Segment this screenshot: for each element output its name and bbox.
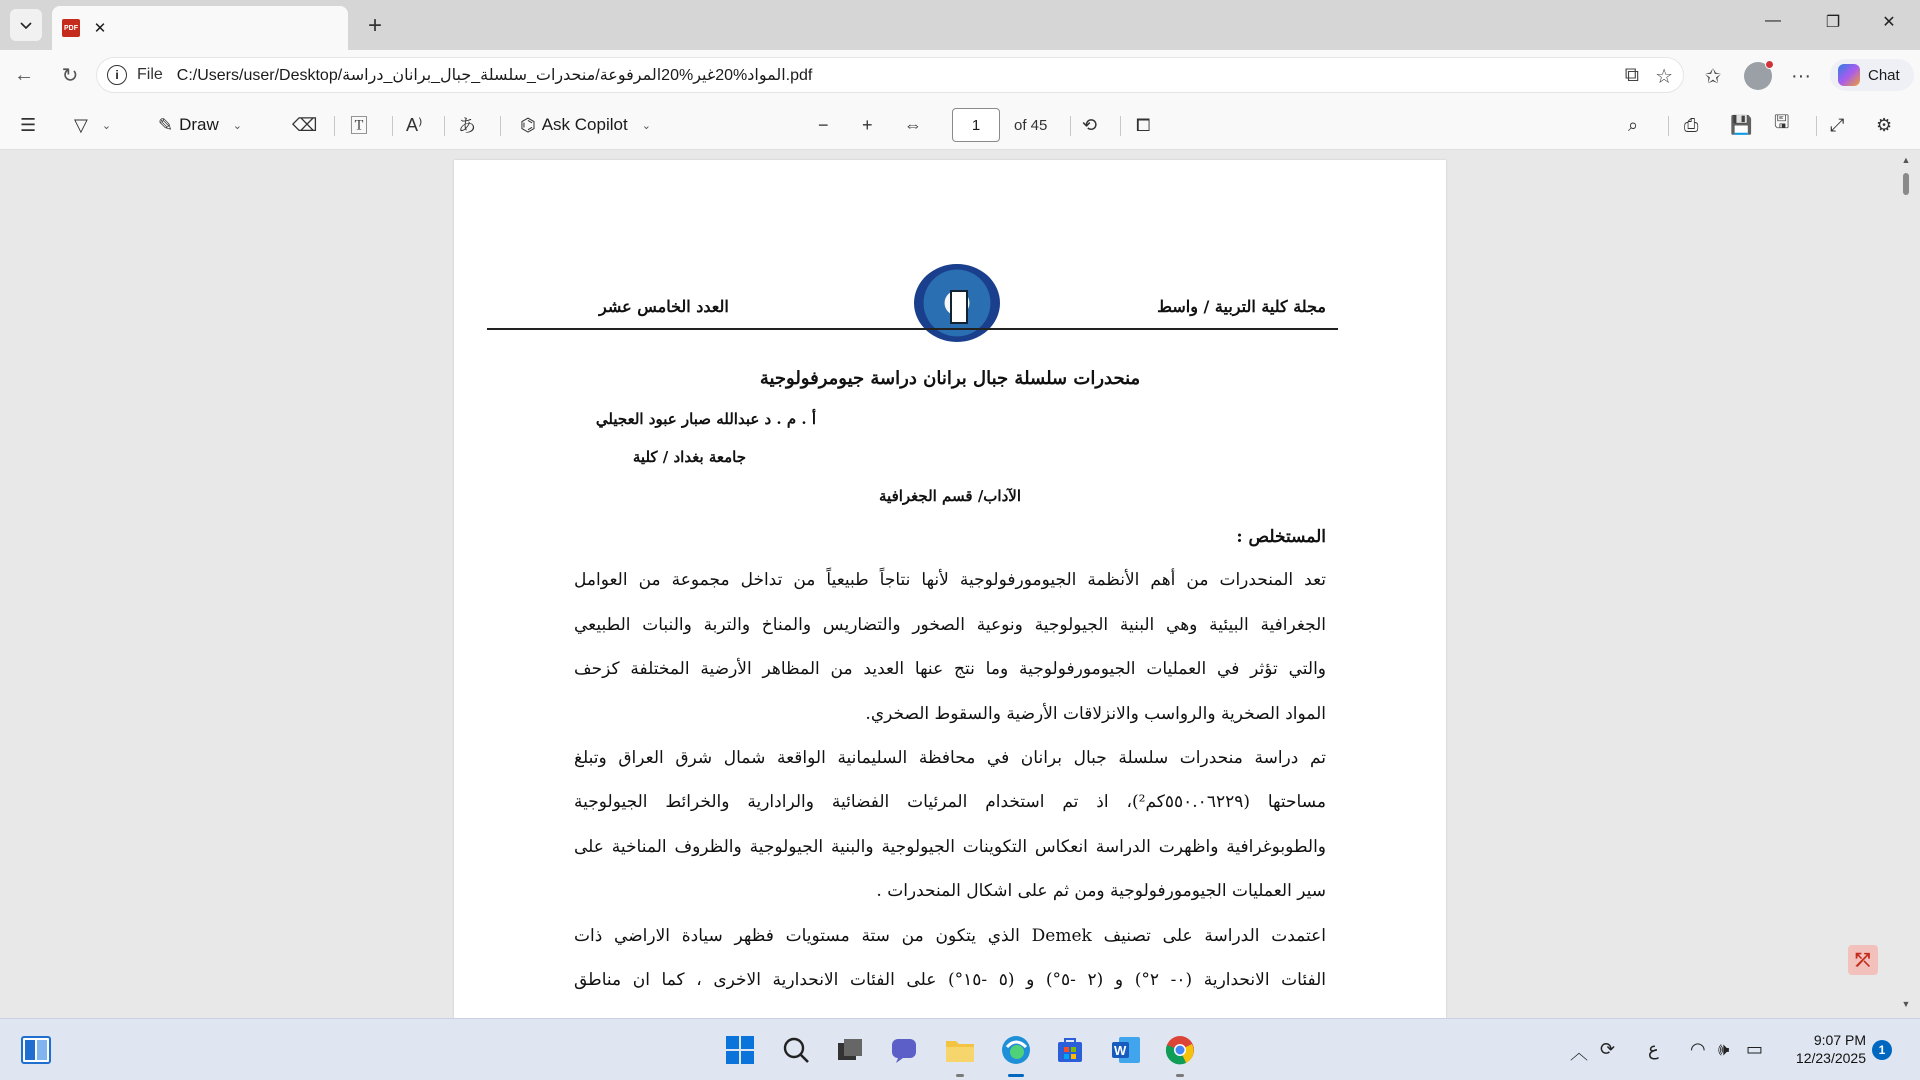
windows-start-icon[interactable] (724, 1034, 756, 1066)
toolbar-divider (1668, 116, 1669, 136)
chat-label: Chat (1868, 66, 1900, 84)
toolbar-divider (1070, 116, 1071, 136)
search-icon[interactable] (780, 1034, 812, 1066)
clock-date: 12/23/2025 (1795, 1050, 1866, 1066)
journal-logo-icon (914, 264, 1000, 342)
save-as-icon[interactable]: 🖫 (1774, 112, 1790, 132)
copilot-chat-button[interactable] (1830, 59, 1914, 91)
browser-toolbar (0, 50, 1920, 100)
abstract-line: والطوبوغرافية واظهرت الدراسة انعكاس التكوينات الجيولوجية والبنية الجيولوجية والظروف المناخية على (574, 837, 1326, 857)
abstract-line: تم دراسة منحدرات سلسلة جبال برانان في محافظة السليمانية الواقعة شمال شرق العراق وتبلغ (574, 748, 1326, 768)
site-info-icon[interactable]: i (107, 65, 127, 85)
notification-badge[interactable]: 1 (1872, 1040, 1892, 1060)
address-bar[interactable] (96, 57, 1684, 93)
fit-width-icon[interactable]: ⇔ (904, 114, 922, 135)
browser-tab[interactable] (52, 6, 348, 50)
widgets-icon[interactable] (20, 1034, 52, 1066)
tab-close-icon[interactable]: ✕ (93, 20, 107, 37)
chevron-down-icon (19, 18, 33, 32)
add-text-icon[interactable]: 🅃 (350, 116, 368, 136)
svg-text:W: W (1114, 1043, 1127, 1058)
contents-list-icon[interactable]: ☰ (20, 114, 37, 135)
abstract-line: الفئات الانحدارية (٠- ٢°) و (٢ -٥°) و (٥ -١٥°) على الفئات الانحدارية الاخرى ، كما ان مناطق (574, 970, 1326, 990)
affiliation-line-1: جامعة بغداد / كلية (632, 448, 746, 466)
scroll-up-arrow-icon[interactable]: ▲ (1901, 155, 1911, 165)
pdf-file-icon: PDF (62, 19, 80, 37)
toolbar-divider (500, 116, 501, 136)
ask-copilot-label: Ask Copilot (541, 115, 628, 134)
copilot-outline-icon: ⌬ (520, 114, 536, 135)
acrobat-icon[interactable]: ⤱ (1848, 945, 1878, 975)
edge-browser-icon[interactable] (1000, 1034, 1032, 1066)
toolbar-divider (1816, 116, 1817, 136)
url-scheme: File (137, 66, 163, 83)
clock-time: 9:07 PM (1813, 1032, 1866, 1048)
toolbar-divider (334, 116, 335, 136)
pen-icon: ✎ (158, 114, 174, 135)
file-explorer-icon[interactable] (944, 1034, 976, 1066)
zoom-out-icon[interactable]: − (818, 114, 829, 135)
pdf-page (454, 160, 1446, 1030)
rotate-icon[interactable]: ⟲ (1082, 114, 1098, 135)
battery-icon[interactable]: ▭ (1746, 1039, 1764, 1059)
teams-chat-icon[interactable] (888, 1034, 920, 1066)
toolbar-divider (392, 116, 393, 136)
affiliation-line-2: الآداب/ قسم الجغرافية (879, 487, 1021, 505)
profile-alert-dot (1765, 60, 1774, 69)
zoom-in-icon[interactable]: + (862, 114, 873, 135)
eraser-icon[interactable]: ⌫ (292, 114, 318, 135)
chevron-down-icon: ⌄ (232, 119, 242, 132)
abstract-line: تعد المنحدرات من أهم الأنظمة الجيومورفولوجية لأنها نتاجاً طبيعياً من تداخل مجموعة من العوامل (574, 570, 1326, 590)
header-divider (487, 328, 1338, 330)
search-icon[interactable]: ⌕ (1628, 114, 1639, 135)
back-arrow-icon[interactable]: ← (14, 63, 34, 86)
settings-gear-icon[interactable]: ⚙ (1876, 114, 1893, 135)
page-view-icon[interactable]: ⧠ (1136, 114, 1151, 135)
chrome-icon[interactable] (1164, 1034, 1196, 1066)
read-aloud-icon[interactable]: A⁾ (406, 114, 423, 135)
read-aloud-icon[interactable]: ⧉ (1624, 64, 1640, 86)
highlight-button[interactable] (74, 112, 111, 138)
vertical-scrollbar[interactable] (1900, 151, 1912, 1018)
abstract-heading: المستخلص : (1236, 527, 1326, 547)
abstract-line: والتي تؤثر في العمليات الجيومورفولوجية وما نتج عنها العديد من المظاهر الأرضية المختلفة كزحف (574, 659, 1326, 679)
volume-icon[interactable]: 🕪 (1718, 1039, 1730, 1059)
fullscreen-icon[interactable]: ⤢ (1830, 114, 1845, 135)
issue-number: العدد الخامس عشر (599, 297, 729, 316)
chevron-down-icon: ⌄ (641, 119, 651, 132)
scroll-thumb[interactable] (1903, 173, 1909, 195)
microsoft-store-icon[interactable] (1054, 1034, 1086, 1066)
author-name: أ . م . د عبدالله صبار عبود العجيلي (595, 410, 816, 428)
taskbar (0, 1018, 1920, 1080)
profile-avatar[interactable] (1744, 62, 1772, 90)
save-icon[interactable]: 💾 (1730, 114, 1753, 135)
favorite-star-icon[interactable]: ☆ (1655, 66, 1673, 88)
tab-actions-menu-button[interactable] (10, 9, 42, 41)
new-tab-button[interactable]: + (367, 12, 382, 39)
ask-copilot-button[interactable] (520, 112, 651, 138)
highlighter-icon: ▽ (74, 114, 88, 135)
translate-icon[interactable]: あ (458, 116, 476, 136)
task-view-icon[interactable] (834, 1034, 866, 1066)
toolbar-divider (444, 116, 445, 136)
abstract-line: سير العمليات الجيومورفولوجية ومن ثم على اشكال المنحدرات . (876, 881, 1326, 901)
paper-title: منحدرات سلسلة جبال برانان دراسة جيومرفولوجية (759, 368, 1141, 389)
tab-strip (0, 0, 1920, 50)
abstract-line: اعتمدت الدراسة على تصنيف Demek الذي يتكون من ستة مستويات فظهر سيادة الاراضي ذات (574, 926, 1326, 946)
maximize-button[interactable]: ❐ (1825, 14, 1841, 31)
draw-button[interactable] (158, 112, 242, 138)
draw-label: Draw (179, 115, 219, 134)
url-text[interactable]: C:/Users/user/Desktop/المواد%20غير%20المرفوعة/منحدرات_سلسلة_جبال_برانان_دراسة.pdf (176, 67, 813, 84)
copilot-icon (1838, 64, 1860, 86)
abstract-line: مساحتها (٥٥٠.٠٦٢٢٩كم²)، اذ تم استخدام المرئيات الفضائية والرادارية والخرائط الجيولوجية (574, 792, 1326, 812)
page-number-input[interactable]: 1 (952, 108, 1000, 142)
more-options-icon[interactable]: ··· (1791, 64, 1811, 87)
abstract-line: الجغرافية البيئية وهي البنية الجيولوجية ونوعية الصخور والتضاريس والمناخ والتربة والنبات الطبيعي (574, 615, 1326, 635)
pdf-toolbar (0, 100, 1920, 150)
minimize-button[interactable]: — (1765, 12, 1781, 29)
toolbar-divider (1120, 116, 1121, 136)
scroll-down-arrow-icon[interactable]: ▼ (1901, 999, 1911, 1009)
pdf-viewer (0, 151, 1920, 1018)
sync-alert-icon[interactable]: ⟳ (1600, 1039, 1616, 1059)
close-window-button[interactable]: ✕ (1882, 14, 1896, 31)
keyboard-language[interactable]: ع (1648, 1039, 1659, 1059)
chevron-up-icon[interactable]: ︿ (1570, 1043, 1588, 1063)
journal-name: مجلة كلية التربية / واسط (1157, 297, 1326, 316)
refresh-icon[interactable]: ↻ (61, 64, 79, 87)
print-icon[interactable]: ⎙ (1684, 114, 1699, 135)
wifi-icon[interactable]: ◠ (1690, 1039, 1706, 1059)
clock[interactable] (1786, 1031, 1866, 1067)
page-total: of 45 (1014, 117, 1048, 134)
word-icon[interactable] (1110, 1034, 1142, 1066)
favorites-icon[interactable]: ✩ (1704, 65, 1722, 88)
abstract-line: المواد الصخرية والرواسب والانزلاقات الأرضية والسقوط الصخري. (865, 704, 1326, 724)
chevron-down-icon: ⌄ (101, 119, 112, 132)
